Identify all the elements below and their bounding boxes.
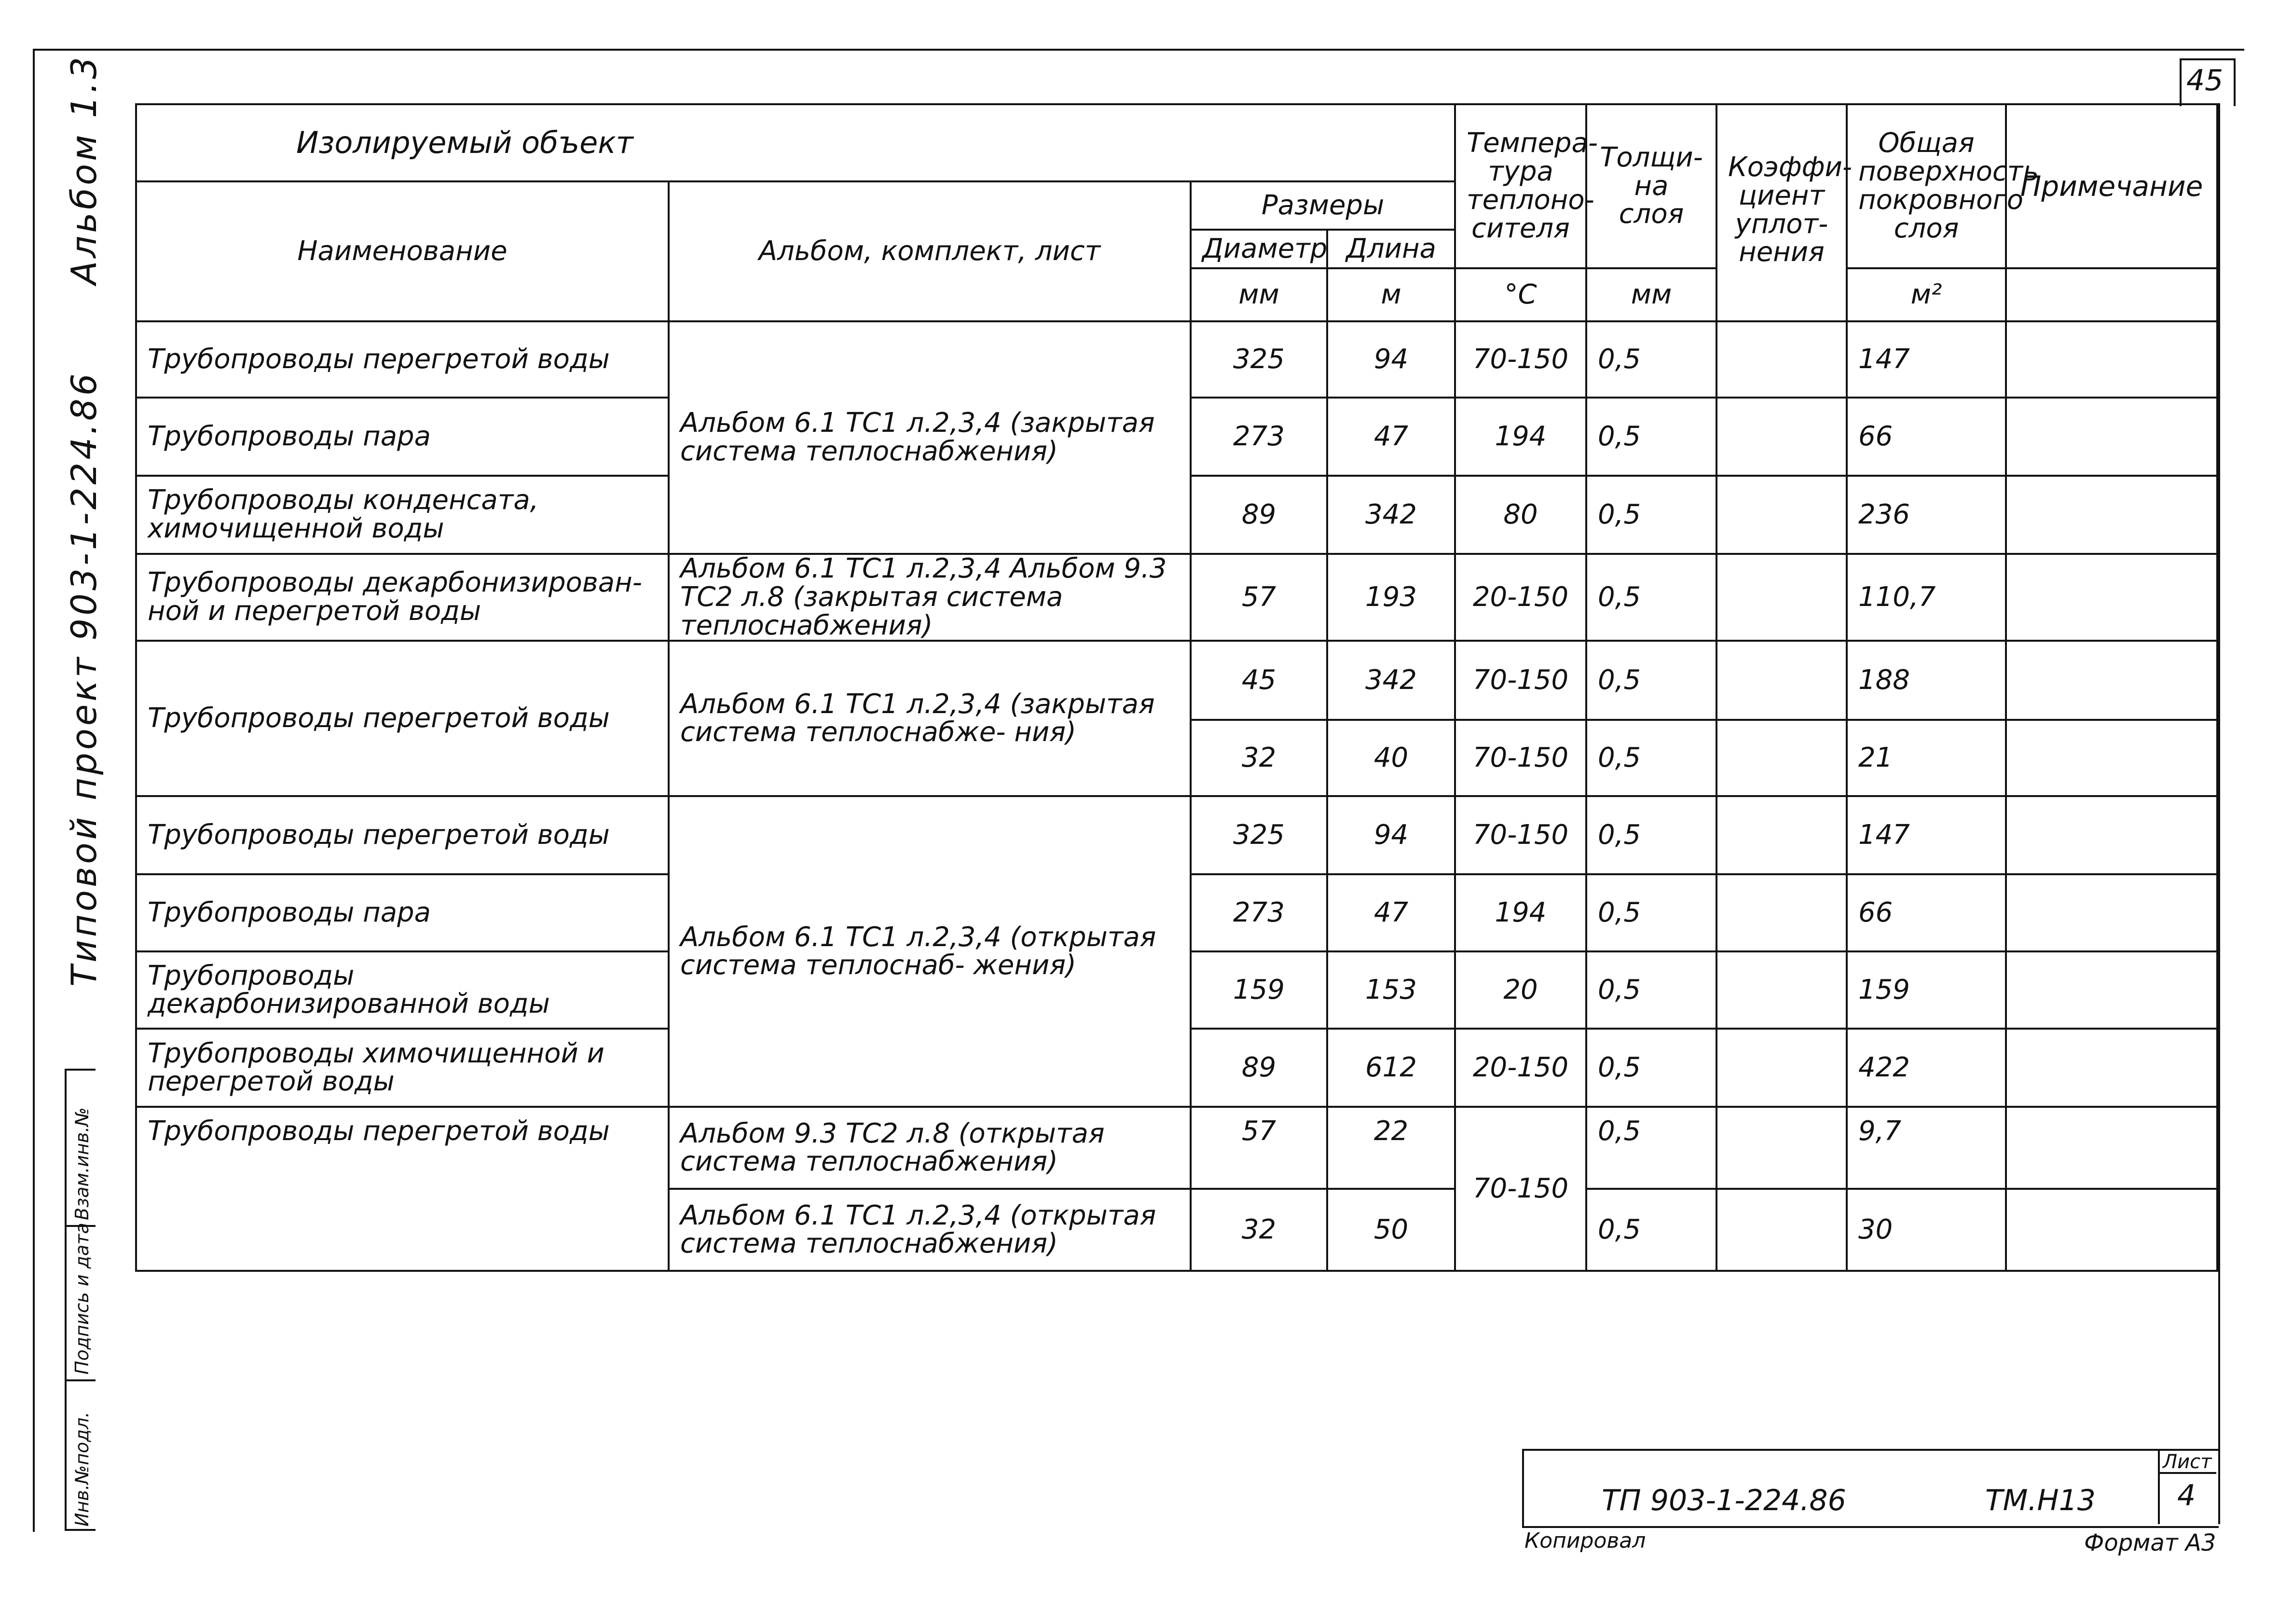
row-name: Трубопроводы декарбонизированной воды [136,951,669,1029]
row-name: Трубопроводы перегретой воды [136,641,669,796]
table-row [136,641,2217,720]
row-note [2006,476,2217,554]
row-thickness: 0,5 [1586,720,1716,796]
row-diameter: 273 [1191,398,1327,476]
table-row [136,321,2217,398]
table-row [136,1107,2217,1189]
row-note [2006,554,2217,641]
row-surface: 236 [1847,476,2006,554]
row-thickness: 0,5 [1586,398,1716,476]
row-coefficient [1716,720,1847,796]
sheet-label: Лист [2163,1451,2212,1473]
row-temperature: 194 [1455,874,1586,951]
row-album: Альбом 6.1 ТС1 л.2,3,4 (открытая система теплоснабжения) [669,1189,1191,1271]
row-surface: 110,7 [1847,554,2006,641]
row-diameter: 325 [1191,796,1327,874]
row-diameter: 89 [1191,476,1327,554]
row-surface: 147 [1847,796,2006,874]
row-length: 94 [1327,796,1455,874]
row-surface: 147 [1847,321,2006,398]
row-diameter: 89 [1191,1029,1327,1107]
unit-length: м [1327,268,1455,321]
row-temperature: 70-150 [1455,641,1586,720]
row-length: 22 [1327,1107,1455,1189]
row-temperature: 194 [1455,398,1586,476]
stamp-sign-label: Подпись и дата [71,1223,93,1375]
row-surface: 188 [1847,641,2006,720]
row-temperature: 70-150 [1455,796,1586,874]
row-coefficient [1716,796,1847,874]
row-album: Альбом 6.1 ТС1 л.2,3,4 (закрытая система теплоснабжения) [669,321,1191,554]
row-temperature: 70-150 [1455,1107,1586,1271]
row-surface: 159 [1847,951,2006,1029]
row-surface: 66 [1847,398,2006,476]
header-note: Примечание [2006,104,2217,268]
row-name: Трубопроводы перегретой воды [136,796,669,874]
unit-thickness: мм [1586,268,1716,321]
row-surface: 66 [1847,874,2006,951]
row-temperature: 70-150 [1455,321,1586,398]
stamp-replace-label: Взам.инв.№ [71,1107,93,1220]
row-thickness: 0,5 [1586,796,1716,874]
row-album: Альбом 6.1 ТС1 л.2,3,4 (закрытая система теплоснабже- ния) [669,641,1191,796]
row-thickness: 0,5 [1586,554,1716,641]
paper-format: Формат А3 [2084,1529,2216,1556]
row-coefficient [1716,1029,1847,1107]
row-thickness: 0,5 [1586,476,1716,554]
row-name: Трубопроводы декарбонизирован- ной и перегретой воды [136,554,669,641]
row-length: 193 [1327,554,1455,641]
row-length: 342 [1327,641,1455,720]
row-length: 153 [1327,951,1455,1029]
row-length: 50 [1327,1189,1455,1271]
row-diameter: 159 [1191,951,1327,1029]
row-temperature: 80 [1455,476,1586,554]
row-diameter: 32 [1191,720,1327,796]
header-thickness: Толщи- на слоя [1586,104,1716,268]
row-coefficient [1716,476,1847,554]
row-surface: 422 [1847,1029,2006,1107]
header-diameter: Диаметр [1191,230,1327,268]
header-length: Длина [1327,230,1455,268]
row-temperature: 20-150 [1455,1029,1586,1107]
row-note [2006,641,2217,720]
side-label-album: Альбом 1.3 [64,54,104,285]
row-surface: 21 [1847,720,2006,796]
header-surface: Общая поверхность покровного слоя [1847,104,2006,268]
row-thickness: 0,5 [1586,1107,1716,1189]
row-coefficient [1716,1189,1847,1271]
stamp-inv-label: Инв.№подл. [71,1411,93,1527]
row-coefficient [1716,1107,1847,1189]
header-coefficient: Коэффи- циент уплот- нения [1716,104,1847,321]
row-length: 612 [1327,1029,1455,1107]
unit-diameter: мм [1191,268,1327,321]
row-diameter: 57 [1191,554,1327,641]
table-row [136,796,2217,874]
row-surface: 9,7 [1847,1107,2006,1189]
header-name: Наименование [136,181,669,321]
row-coefficient [1716,641,1847,720]
row-temperature: 20 [1455,951,1586,1029]
row-name: Трубопроводы химочищенной и перегретой воды [136,1029,669,1107]
row-thickness: 0,5 [1586,1189,1716,1271]
header-object: Изолируемый объект [136,104,1455,181]
row-length: 47 [1327,398,1455,476]
unit-note [2006,268,2217,321]
row-name: Трубопроводы пара [136,874,669,951]
row-thickness: 0,5 [1586,321,1716,398]
sheet-number-cell [2158,1449,2216,1524]
row-temperature: 70-150 [1455,720,1586,796]
header-album: Альбом, комплект, лист [669,181,1191,321]
row-name: Трубопроводы пара [136,398,669,476]
row-diameter: 273 [1191,874,1327,951]
header-temperature: Темпера- тура теплоно- сителя [1455,104,1586,268]
row-coefficient [1716,874,1847,951]
row-thickness: 0,5 [1586,951,1716,1029]
row-diameter: 57 [1191,1107,1327,1189]
page-number: 45 [2186,64,2224,97]
row-length: 47 [1327,874,1455,951]
side-label-project: Типовой проект 903-1-224.86 [64,371,104,987]
row-coefficient [1716,554,1847,641]
insulation-table [135,103,2218,1272]
row-diameter: 45 [1191,641,1327,720]
row-thickness: 0,5 [1586,1029,1716,1107]
row-coefficient [1716,398,1847,476]
sheet-number: 4 [2177,1479,2196,1513]
row-surface: 30 [1847,1189,2006,1271]
document-code: ТП 903-1-224.86 [1602,1484,1846,1517]
row-album: Альбом 9.3 ТС2 л.8 (открытая система теплоснабжения) [669,1107,1191,1189]
row-album: Альбом 6.1 ТС1 л.2,3,4 Альбом 9.3 ТС2 л.8 (закрытая система теплоснабжения) [669,554,1191,641]
row-note [2006,1029,2217,1107]
row-diameter: 325 [1191,321,1327,398]
row-length: 40 [1327,720,1455,796]
row-note [2006,874,2217,951]
row-thickness: 0,5 [1586,874,1716,951]
row-length: 342 [1327,476,1455,554]
unit-temp: °С [1455,268,1586,321]
row-thickness: 0,5 [1586,641,1716,720]
right-border [2218,103,2220,1524]
approval-stamp [65,1069,96,1531]
stamp-divider [67,1379,96,1381]
table-row [136,554,2217,641]
copied-by: Копировал [1524,1528,1646,1553]
row-coefficient [1716,321,1847,398]
row-note [2006,796,2217,874]
row-album: Альбом 6.1 ТС1 л.2,3,4 (открытая система теплоснаб- жения) [669,796,1191,1107]
row-name: Трубопроводы перегретой воды [136,321,669,398]
row-note [2006,398,2217,476]
row-note [2006,321,2217,398]
row-note [2006,1189,2217,1271]
row-note [2006,951,2217,1029]
row-name: Трубопроводы перегретой воды [136,1107,669,1271]
unit-surface: м² [1847,268,2006,321]
row-note [2006,720,2217,796]
row-name: Трубопроводы конденсата, химочищенной воды [136,476,669,554]
row-coefficient [1716,951,1847,1029]
header-sizes: Размеры [1191,181,1455,230]
row-temperature: 20-150 [1455,554,1586,641]
row-length: 94 [1327,321,1455,398]
sheet-code: ТМ.Н13 [1985,1484,2096,1517]
row-note [2006,1107,2217,1189]
row-diameter: 32 [1191,1189,1327,1271]
